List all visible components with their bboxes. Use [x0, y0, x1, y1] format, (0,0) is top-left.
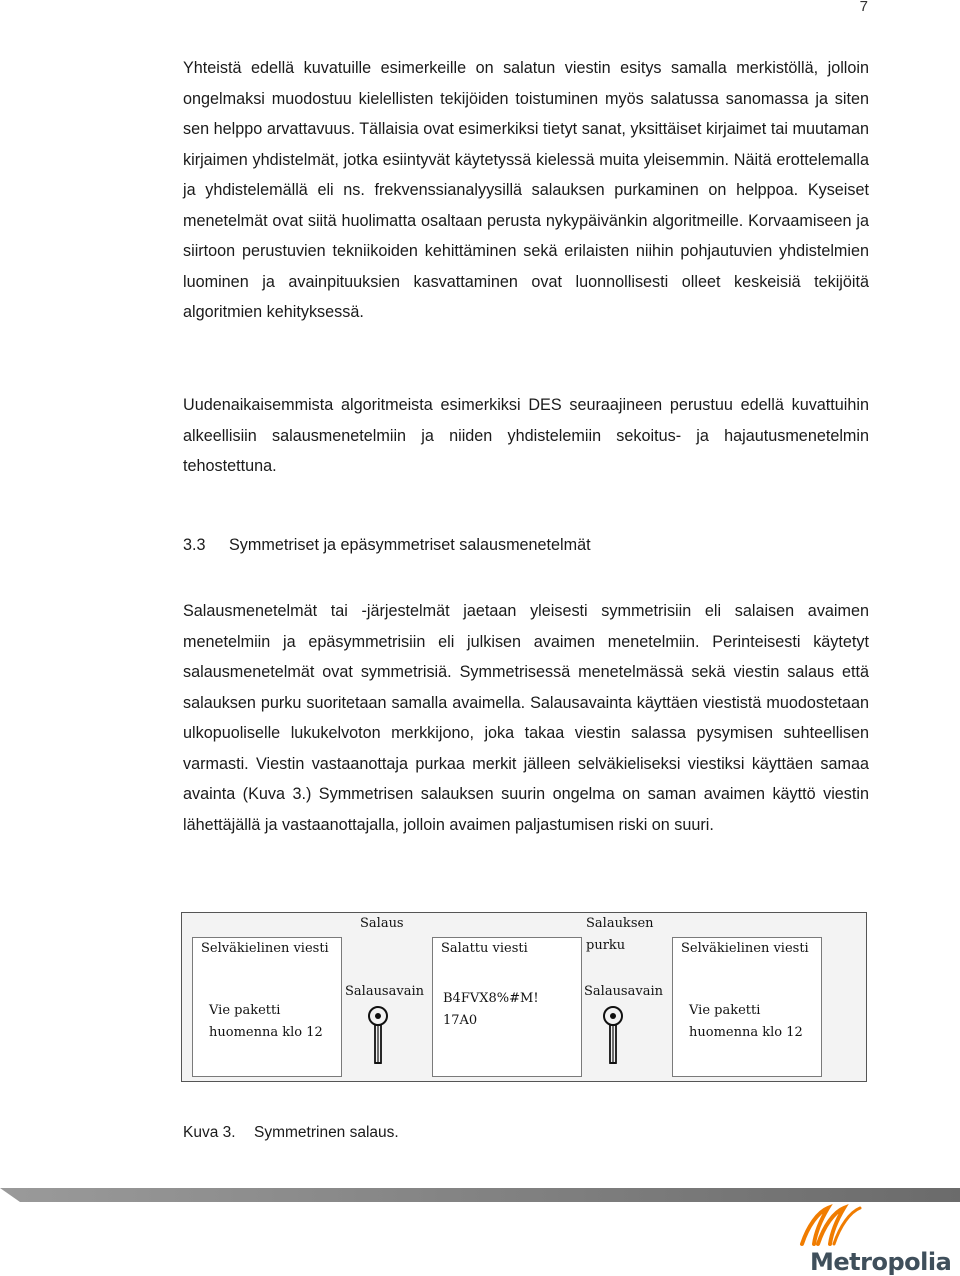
figure-caption [183, 1124, 399, 1142]
ciphertext-line2: 17A0 [443, 1013, 478, 1028]
paragraph-1: Yhteistä edellä kuvatuille esimerkeille on salatun viestin esitys samalla merkistöllä, jolloin ongelmaksi muodostuu kielellisten tekijöiden toistuminen myös salatussa sanomassa ja siten sen helppo arvattavuus. Tällaisia ovat esimerkiksi tietyt sanat, yksittäiset kirjaimet tai muutaman kirjaimen yhdistelmät, jotka esiintyvät käytetyssä kielessä muita yleisemmin. Näitä erottelemalla ja yhdistelemällä eli ns. frekvenssianalyysillä salauksen purkaminen on helppoa. Kyseiset menetelmät ovat siitä huolimatta osaltaan perusta nykypäivänkin algoritmeille. Korvaamiseen ja siirtoon perustuvien tekniikoiden kehittäminen sekä erilaisten niihin pohjautuvien yhdistelmien luominen ja avainpituuksien kasvattaminen ovat luonnollisesti olleet keskeisiä tekijöitä algoritmien kehityksessä. [183, 59, 869, 321]
key-icon [363, 1005, 393, 1073]
paragraph-3: Salausmenetelmät tai -järjestelmät jaetaan yleisesti symmetrisiin eli salaisen avaimen menetelmiin ja epäsymmetrisiin eli julkisen avaimen menetelmiin. Perinteisesti käytetyt salausmenetelmät ovat symmetrisiä. Symmetrisessä menetelmässä sekä viestin salaus että salauksen purku suoritetaan samalla avaimella. Salausavainta käyttäen viestistä muodostetaan ulkopuoliselle lukukelvoton merkkijono, joka takaa viestin salassa pysymisen suhteellisen varmasti. Viestin vastaanottaja purkaa merkit jälleen selväkieliseksi viestiksi käyttäen samaa avainta (Kuva 3.) Symmetrisen salauksen suurin ongelma on saman avaimen käyttö viestin lähettäjällä ja vastaanottajalla, jolloin avaimen paljastumisen riski on suuri. [183, 602, 869, 834]
label-encryption: Salaus [360, 916, 404, 931]
symmetric-encryption-figure [181, 912, 867, 1082]
plaintext-line1: Vie paketti [209, 1003, 281, 1018]
caption-label: Kuva 3. [183, 1124, 236, 1141]
section-number: 3.3 [183, 536, 206, 554]
decrypted-line2: huomenna klo 12 [689, 1025, 803, 1040]
section-title: Symmetriset ja epäsymmetriset salausmenetelmät [229, 536, 591, 554]
decrypted-plaintext-box [672, 937, 822, 1077]
decrypted-line1: Vie paketti [689, 1003, 761, 1018]
caption-text: Symmetrinen salaus. [254, 1124, 399, 1141]
key2-label: Salausavain [584, 984, 663, 999]
decrypted-title: Selväkielinen viesti [681, 941, 809, 956]
label-decryption-line1: Salauksen [586, 916, 654, 931]
page-number: 7 [859, 0, 868, 15]
section-heading [183, 530, 591, 560]
ciphertext-title: Salattu viesti [441, 941, 528, 956]
key1-label: Salausavain [345, 984, 424, 999]
ciphertext-box [432, 937, 582, 1077]
plaintext-box [192, 937, 342, 1077]
plaintext-line2: huomenna klo 12 [209, 1025, 323, 1040]
key-icon [598, 1005, 628, 1073]
plaintext-title: Selväkielinen viesti [201, 941, 329, 956]
paragraph-2: Uudenaikaisemmista algoritmeista esimerkiksi DES seuraajineen perustuu edellä kuvattuihin alkeellisiin salausmenetelmiin ja niiden yhdistelemiin sekoitus- ja hajautusmenetelmin tehostettuna. [183, 396, 869, 475]
logo-text: Metropolia [810, 1248, 952, 1276]
ciphertext-line1: B4FVX8%#M! [443, 991, 539, 1006]
label-decryption-line2: purku [586, 938, 626, 953]
